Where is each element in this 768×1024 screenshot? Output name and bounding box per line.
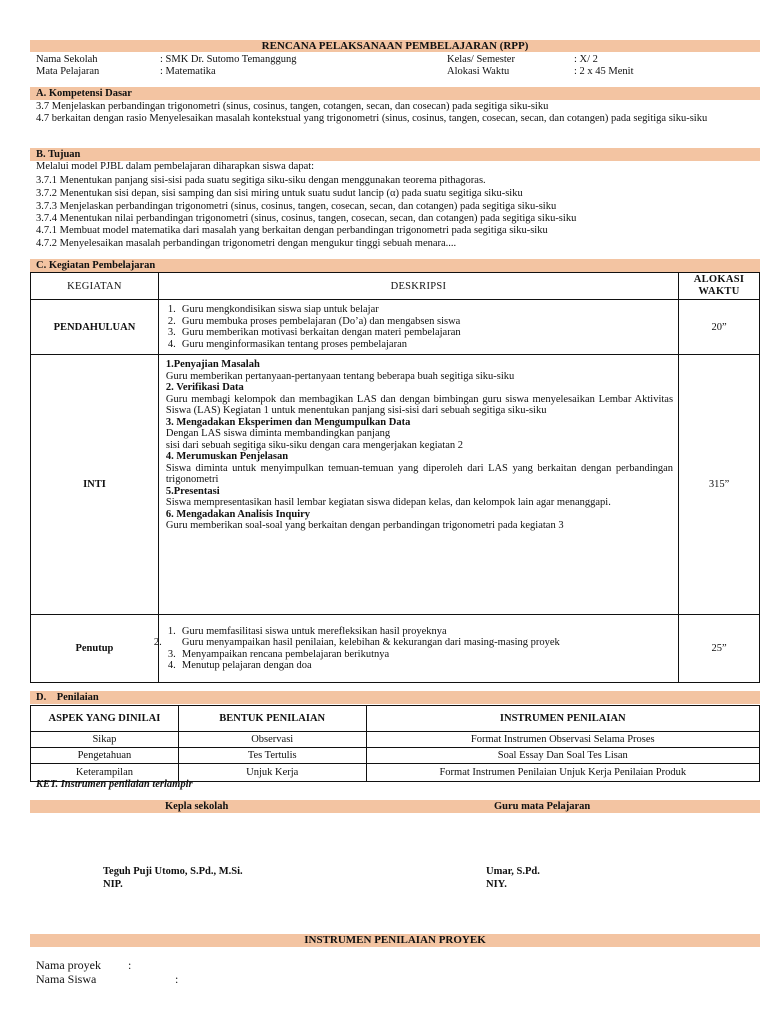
- col-header-kegiatan: KEGIATAN: [31, 273, 159, 300]
- pendahuluan-desc: [158, 300, 678, 355]
- bentuk-cell: Unjuk Kerja: [178, 764, 366, 782]
- signature-band: [30, 800, 760, 813]
- penilaian-table: [30, 705, 760, 782]
- inti-step-heading: 4. Merumuskan Penjelasan: [165, 451, 289, 462]
- tujuan-item: 4.7.1 Membuat model matematika dari masalah yang berkaitan dengan perbandingan trigonometri pada segitiga siku-siku: [36, 225, 548, 236]
- mata-pelajaran-label: Mata Pelajaran: [36, 66, 100, 77]
- inti-step-heading: 2. Verifikasi Data: [165, 382, 244, 393]
- nama-sekolah-value: : SMK Dr. Sutomo Temanggung: [160, 54, 297, 65]
- list-item: 2. Guru menyampaikan hasil penilaian, kelebihan & kekurangan dari masing-masing proyek: [153, 637, 560, 648]
- title-band: [30, 40, 760, 52]
- instrumen-cell: Soal Essay Dan Soal Tes Lisan: [366, 748, 759, 764]
- aspek-cell: Pengetahuan: [31, 748, 179, 764]
- list-item: 2. Guru membuka proses pembelajaran (Do’a) dan mengabsen siswa: [167, 315, 461, 327]
- col-header-aspek: ASPEK YANG DINILAI: [31, 706, 179, 732]
- mata-pelajaran-value: : Matematika: [160, 66, 216, 77]
- left-role: Kepla sekolah: [165, 801, 229, 812]
- kegiatan-band: [30, 259, 760, 272]
- kegiatan-heading: C. Kegiatan Pembelajaran: [36, 260, 156, 271]
- table-row: [31, 748, 760, 764]
- right-id: NIY.: [486, 879, 507, 890]
- penilaian-note: KET. Instrumen penilaian terlampir: [36, 779, 193, 790]
- left-id: NIP.: [103, 879, 123, 890]
- col-header-instrumen: INSTRUMEN PENILAIAN: [366, 706, 759, 732]
- pendahuluan-list: [160, 304, 677, 350]
- penilaian-heading: D. Penilaian: [36, 692, 99, 703]
- aspek-cell: Sikap: [31, 732, 179, 748]
- inti-desc: [158, 355, 678, 615]
- kelas-value: : X/ 2: [574, 54, 598, 65]
- inti-step-text: Siswa diminta untuk menyimpulkan temuan-temuan yang diperoleh dari LAS yang berkaitan dengan perbandingan trigonometri: [165, 462, 674, 485]
- kegiatan-name: INTI: [31, 355, 159, 615]
- inti-step-text: Guru membagi kelompok dan membagikan LAS dan dengan bimbingan guru siswa menyelesaikan Lembar Aktivitas Siswa (LAS) Kegiatan 1 untuk menentukan panjang sisi-sisi dari sebuah segitiga siku-siku: [165, 393, 674, 416]
- list-item: 4. Guru menginformasikan tentang proses pembelajaran: [167, 338, 407, 350]
- kegiatan-table: [30, 272, 760, 683]
- inti-step-heading: 1.Penyajian Masalah: [165, 359, 260, 370]
- kegiatan-name: PENDAHULUAN: [31, 300, 159, 355]
- tujuan-item: 3.7.1 Menentukan panjang sisi-sisi pada suatu segitiga siku-siku dengan menggunakan teorema pithagoras.: [36, 175, 486, 186]
- nama-proyek-label: Nama proyek: [36, 958, 101, 972]
- list-item: 3. Guru memberikan motivasi berkaitan dengan materi pembelajaran: [167, 327, 461, 338]
- tujuan-heading: B. Tujuan: [36, 149, 81, 160]
- tujuan-item: 3.7.3 Menjelaskan perbandingan trigonometri (sinus, cosinus, tangen, cosecan, secan, dan cotangen) pada segitiga siku-siku: [36, 201, 557, 212]
- kompetensi-band: [30, 87, 760, 100]
- bentuk-cell: Observasi: [178, 732, 366, 748]
- inti-step-text: Guru memberikan soal-soal yang berkaitan dengan perbandingan trigonometri pada kegiatan 3: [165, 520, 564, 531]
- penutup-list: [153, 625, 677, 672]
- penilaian-band: [30, 691, 760, 704]
- col-header-bentuk: BENTUK PENILAIAN: [178, 706, 366, 732]
- col-header-deskripsi: DESKRIPSI: [158, 273, 678, 300]
- table-row-inti: [31, 355, 760, 615]
- kompetensi-item: 4.7 berkaitan dengan rasio Menyelesaikan masalah kontekstual yang trigonometri (sinus, cosinus, tangen, cosecan, secan, dan cotangen) pada segitiga siku-siku: [36, 113, 708, 124]
- aspek-cell: Keterampilan: [31, 764, 179, 782]
- penutup-desc: [153, 615, 678, 683]
- inti-step-heading: 6. Mengadakan Analisis Inquiry: [165, 508, 311, 520]
- tujuan-item: 3.7.4 Menentukan nilai perbandingan trigonometri (sinus, cosinus, tangen, cosecan, secan, dan cotangen) pada segitiga siku-siku: [36, 213, 577, 224]
- instrumen-cell: Format Instrumen Penilaian Unjuk Kerja Penilaian Produk: [366, 764, 759, 782]
- instrumen-cell: Format Instrumen Observasi Selama Proses: [366, 732, 759, 748]
- instrumen-band: [30, 934, 760, 947]
- table-row-pendahuluan: [31, 300, 760, 355]
- right-name: Umar, S.Pd.: [486, 866, 540, 877]
- alokasi-label: Alokasi Waktu: [447, 66, 510, 77]
- instrumen-title: INSTRUMEN PENILAIAN PROYEK: [304, 934, 486, 946]
- table-row: [31, 732, 760, 748]
- table-row-penutup: [31, 615, 760, 683]
- kompetensi-heading: A. Kompetensi Dasar: [36, 88, 132, 99]
- kegiatan-time: 25”: [679, 615, 760, 683]
- tujuan-band: [30, 148, 760, 161]
- nama-proyek-colon: :: [128, 958, 132, 972]
- bentuk-cell: Tes Tertulis: [178, 748, 366, 764]
- left-name: Teguh Puji Utomo, S.Pd., M.Si.: [103, 866, 243, 877]
- list-item: 1. Guru memfasilitasi siswa untuk merefleksikan hasil proyeknya: [167, 625, 447, 637]
- kegiatan-name: Penutup: [31, 615, 159, 683]
- tujuan-item: 4.7.2 Menyelesaikan masalah perbandingan trigonometri dengan mengukur tinggi sebuah menara....: [36, 238, 457, 249]
- nama-siswa-colon: :: [175, 972, 179, 986]
- right-role: Guru mata Pelajaran: [494, 801, 591, 812]
- list-item: 4. Menutup pelajaran dengan doa: [167, 660, 312, 671]
- alokasi-value: : 2 x 45 Menit: [574, 66, 634, 77]
- inti-step-text: Guru memberikan pertanyaan-pertanyaan tentang beberapa buah segitiga siku-siku: [165, 370, 515, 382]
- inti-step-heading: 3. Mengadakan Eksperimen dan Mengumpulkan Data: [165, 416, 411, 428]
- page-title: RENCANA PELAKSANAAN PEMBELAJARAN (RPP): [261, 40, 529, 52]
- inti-step-text: Dengan LAS siswa diminta membandingkan panjang: [165, 428, 391, 439]
- list-item: 3. Menyampaikan rencana pembelajaran berikutnya: [167, 648, 390, 660]
- col-header-alokasi: ALOKASI WAKTU: [679, 273, 760, 300]
- kelas-label: Kelas/ Semester: [447, 54, 515, 65]
- nama-siswa-label: Nama Siswa: [36, 972, 97, 986]
- tujuan-intro: Melalui model PJBL dalam pembelajaran diharapkan siswa dapat:: [36, 161, 315, 172]
- kompetensi-item: 3.7 Menjelaskan perbandingan trigonometri (sinus, cosinus, tangen, cotangen, secan, dan cosecan) pada segitiga siku-siku: [36, 101, 549, 112]
- tujuan-item: 3.7.2 Menentukan sisi depan, sisi samping dan sisi miring untuk suatu sudut lancip (α) pada suatu segitiga siku-siku: [36, 188, 523, 199]
- inti-step-text: Siswa mempresentasikan hasil lembar kegiatan siswa didepan kelas, dan kelompok lain agar menanggapi.: [165, 497, 611, 508]
- list-item: 1. Guru mengkondisikan siswa siap untuk belajar: [167, 304, 379, 315]
- inti-step-heading: 5.Presentasi: [165, 485, 220, 497]
- kegiatan-time: 20”: [679, 300, 760, 355]
- nama-sekolah-label: Nama Sekolah: [36, 54, 98, 65]
- kegiatan-time: 315”: [679, 355, 760, 615]
- inti-step-text: sisi dari sebuah segitiga siku-siku dengan cara mengerjakan kegiatan 2: [165, 439, 464, 451]
